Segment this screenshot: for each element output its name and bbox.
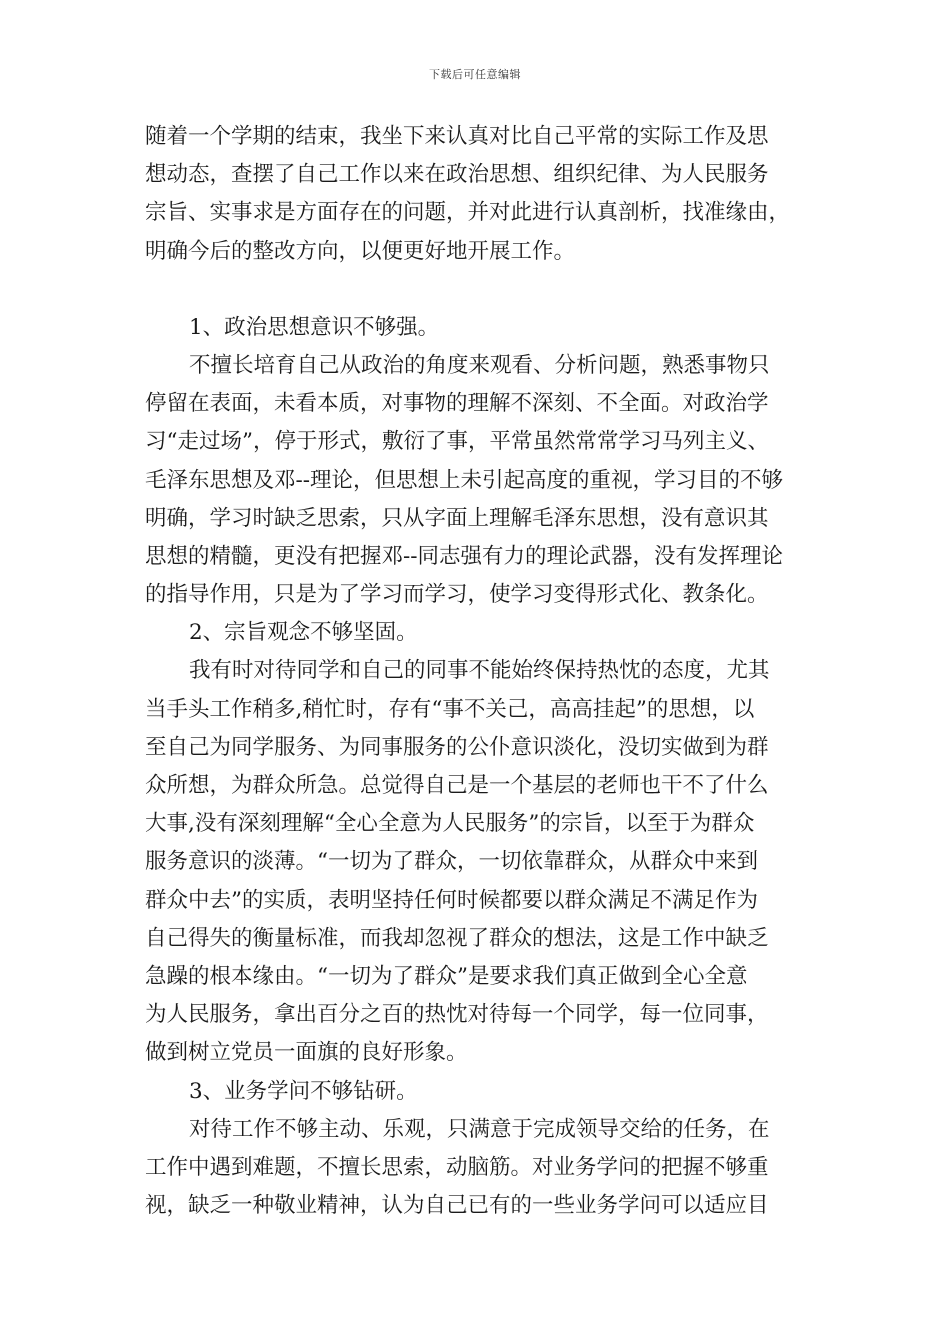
paragraph-line: 大事,没有深刻理解“全心全意为人民服务”的宗旨，以至于为群众 (145, 811, 755, 837)
intro-line: 宗旨、实事求是方面存在的问题，并对此进行认真剖析，找准缘由， (145, 200, 791, 226)
intro-line: 想动态，查摆了自己工作以来在政治思想、组织纪律、为人民服务 (145, 162, 769, 188)
section-heading: 2、宗旨观念不够坚固。 (189, 620, 418, 646)
paragraph-line: 习“走过场”，停于形式，敷衍了事，平常虽然常常学习马列主义、 (145, 429, 769, 455)
paragraph-line: 停留在表面，未看本质，对事物的理解不深刻、不全面。对政治学 (145, 391, 769, 417)
document-body (145, 118, 813, 1225)
paragraph-line: 众所想，为群众所急。总觉得自己是一个基层的老师也干不了什么 (145, 773, 769, 798)
paragraph-line: 至自己为同学服务、为同事服务的公仆意识淡化，没切实做到为群 (145, 734, 769, 760)
paragraph-line: 明确，学习时缺乏思索，只从字面上理解毛泽东思想，没有意识其 (145, 505, 769, 531)
paragraph-line: 毛泽东思想及邓--理论，但思想上未引起高度的重视，学习目的不够 (145, 467, 784, 493)
paragraph-line: 视，缺乏一种敬业精神，认为自己已有的一些业务学问可以适应目 (145, 1193, 769, 1219)
paragraph-line: 自己得失的衡量标准，而我却忽视了群众的想法，这是工作中缺乏 (145, 925, 769, 951)
paragraph-line: 服务意识的淡薄。“一切为了群众，一切依靠群众，从群众中来到 (145, 849, 758, 875)
paragraph-line: 我有时对待同学和自己的同事不能始终保持热忱的态度，尤其 (189, 658, 770, 684)
intro-line: 明确今后的整改方向，以便更好地开展工作。 (145, 238, 576, 264)
paragraph-line: 急躁的根本缘由。“一切为了群众”是要求我们真正做到全心全意 (145, 963, 748, 989)
paragraph-line: 为人民服务，拿出百分之百的热忱对待每一个同学，每一位同事， (145, 1002, 769, 1028)
paragraph-line: 不擅长培育自己从政治的角度来观看、分析问题，熟悉事物只 (189, 352, 770, 378)
section-heading: 3、业务学问不够钻研。 (189, 1078, 418, 1104)
paragraph-line: 做到树立党员一面旗的良好形象。 (145, 1040, 468, 1066)
paragraph-line: 对待工作不够主动、乐观，只满意于完成领导交给的任务，在 (189, 1116, 770, 1142)
section-heading: 1、政治思想意识不够强。 (189, 314, 440, 340)
paragraph-line: 思想的精髓，更没有把握邓--同志强有力的理论武器，没有发挥理论 (145, 543, 784, 569)
paragraph-line: 群众中去”的实质，表明坚持任何时候都要以群众满足不满足作为 (145, 887, 758, 913)
page-header: 下载后可任意编辑 (429, 68, 521, 81)
paragraph-line: 工作中遇到难题，不擅长思索，动脑筋。对业务学问的把握不够重 (145, 1154, 769, 1180)
paragraph-line: 当手头工作稍多,稍忙时，存有“事不关己，高高挂起”的思想，以 (145, 696, 755, 722)
intro-line: 随着一个学期的结束，我坐下来认真对比自己平常的实际工作及思 (145, 124, 769, 149)
paragraph-gap (145, 271, 813, 309)
paragraph-line: 的指导作用，只是为了学习而学习，使学习变得形式化、教条化。 (145, 582, 769, 608)
